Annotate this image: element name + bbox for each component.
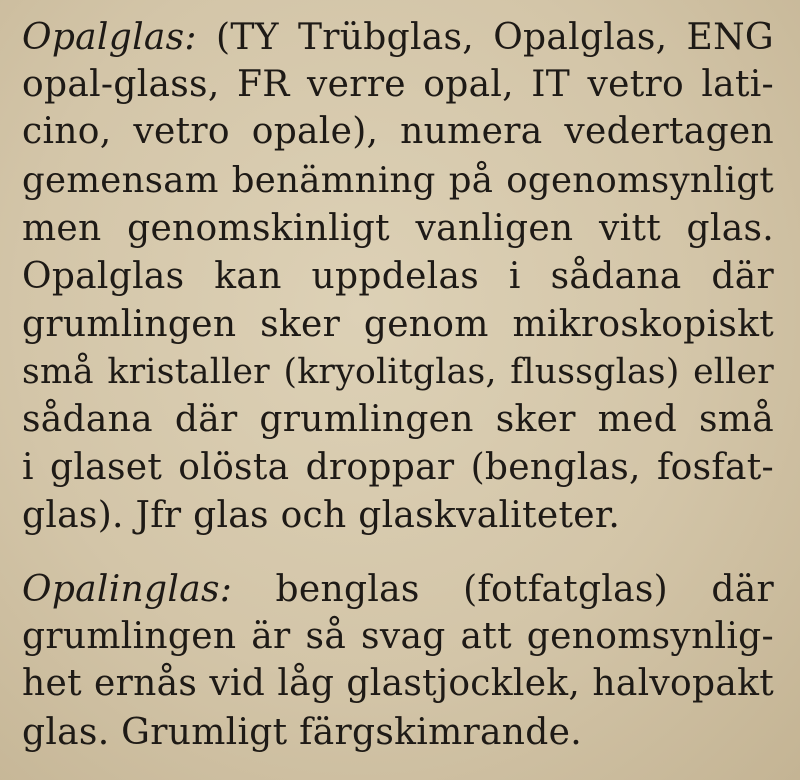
text-line: små kristaller (kryolitglas, flussglas) eller bbox=[22, 352, 774, 392]
text-line: glas. Grumligt färgskimrande. bbox=[22, 712, 582, 753]
line-text: (TY Trübglas, Opalglas, ENG bbox=[196, 17, 774, 58]
line-text: benglas (fotfatglas) där bbox=[232, 569, 774, 610]
text-line: het ernås vid låg glastjocklek, halvopakt bbox=[22, 663, 774, 704]
text-line: men genomskinligt vanligen vitt glas. bbox=[22, 208, 774, 249]
text-line: opal-glass, FR verre opal, IT vetro lati- bbox=[22, 64, 774, 105]
text-line: Opalglas kan uppdelas i sådana där bbox=[22, 256, 774, 297]
text-line bbox=[22, 14, 774, 62]
text-line: i glaset olösta droppar (benglas, fosfat- bbox=[22, 447, 774, 488]
text-line: grumlingen sker genom mikroskopiskt bbox=[22, 304, 774, 345]
text-line: grumlingen är så svag att genomsynlig- bbox=[22, 616, 774, 657]
entry-term: Opalglas: bbox=[22, 17, 197, 58]
text-line: sådana där grumlingen sker med små bbox=[22, 399, 774, 440]
text-line: cino, vetro opale), numera vedertagen bbox=[22, 111, 774, 152]
text-line bbox=[22, 566, 774, 614]
text-line: gemensam benämning på ogenomsynligt bbox=[22, 160, 774, 201]
entry-term: Opalinglas: bbox=[22, 569, 233, 610]
text-line: glas). Jfr glas och glaskvaliteter. bbox=[22, 495, 621, 536]
